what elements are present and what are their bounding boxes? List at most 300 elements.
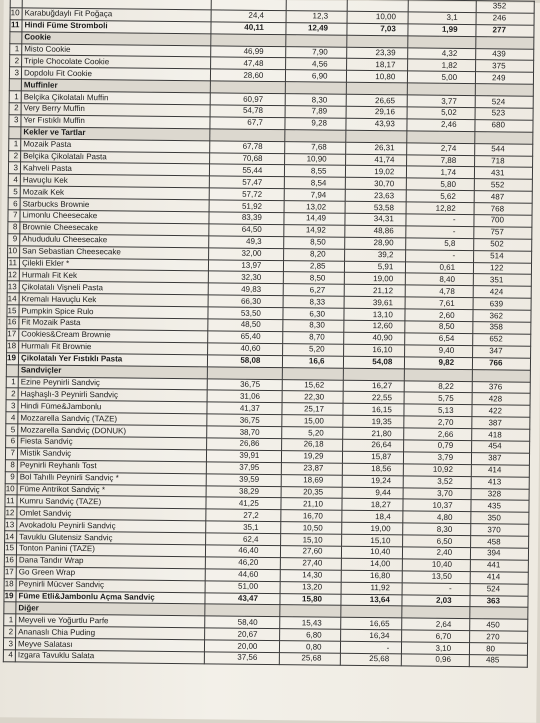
value-col-5: 363 [470,595,528,607]
item-name: Kremalı Havuçlu Kek [19,293,208,307]
value-col-3: 7,03 [346,23,408,36]
value-col-5: 347 [473,345,531,357]
item-name: Ahududulu Cheesecake [20,234,209,248]
value-col-1: 54,78 [210,105,286,118]
value-col-5: 375 [476,60,534,72]
item-name: Fiesta Sandviç [18,436,207,450]
item-name: Füme Etli&Jambonlu Açma Sandviç [16,590,205,604]
row-number: 7 [5,448,17,460]
value-col-5: 502 [474,238,532,250]
value-col-2: 25,68 [280,653,340,666]
value-col-2: 4,56 [286,58,346,71]
value-col-5: 246 [476,13,534,25]
value-col-2: 15,43 [280,617,340,630]
section-cell [210,129,286,142]
value-col-1: 47,48 [210,57,286,70]
row-number: 4 [3,650,15,662]
value-col-4: 2,03 [402,594,470,607]
value-col-4: 9,82 [405,357,473,370]
value-col-4: 2,64 [402,618,470,631]
value-col-5: 639 [473,298,531,310]
row-number: 2 [9,150,21,162]
value-col-3: 34,31 [344,213,406,226]
row-number: 6 [6,436,18,448]
row-number: 16 [7,317,19,329]
value-col-3: 9,44 [342,487,404,500]
value-col-1: 64,50 [209,224,285,237]
value-col-1: 38,29 [206,485,282,498]
row-number: 11 [5,495,17,507]
section-cell [475,131,533,143]
value-col-5: 514 [474,250,532,262]
value-col-1: 58,40 [205,616,281,629]
item-name: Hurmalı Fit Kek [19,269,208,283]
value-col-1: 46,99 [210,45,286,58]
value-col-1: 38,70 [206,426,282,439]
value-col-1: 48,50 [208,319,284,332]
value-col-1: 46,40 [205,545,281,558]
section-cell [207,366,283,379]
value-col-5: 523 [475,108,533,120]
section-cell [408,83,476,96]
value-col-3: 5,91 [344,261,406,274]
value-col-2: 6,27 [284,284,344,297]
value-col-3: 26,65 [346,94,408,107]
item-name: San Sebastian Cheesecake [20,246,209,260]
value-col-4: 0,96 [402,654,470,667]
item-name: Avokadolu Peynirli Sandviç [17,519,206,533]
value-col-4: 8,40 [406,273,474,286]
row-number: 2 [9,103,21,115]
value-col-3: 16,27 [343,380,405,393]
value-col-1: 13,97 [208,259,284,272]
value-col-3: 12,60 [343,320,405,333]
value-col-4: - [406,226,474,239]
value-col-3: 23,39 [346,47,408,60]
value-col-2: 8,50 [284,236,344,249]
section-cell [286,82,346,95]
value-col-4: 3,1 [408,12,476,25]
value-col-4: 1,82 [408,59,476,72]
value-col-2: 9,28 [285,118,345,131]
value-col-3: 53,58 [345,201,407,214]
value-col-1: 58,08 [207,355,283,368]
value-col-3: 16,34 [340,629,402,642]
value-col-4: 1,99 [408,24,476,37]
value-col-4: 3,10 [402,642,470,655]
value-col-3: 39,2 [344,249,406,262]
value-col-1: 39,91 [206,450,282,463]
value-col-2: 12,3 [286,11,346,24]
value-col-3: 39,61 [344,297,406,310]
value-col-2: 20,35 [281,486,341,499]
value-col-1: 40,60 [207,343,283,356]
value-col-5: 370 [471,524,529,536]
row-number: 12 [7,269,19,281]
value-col-1: 57,47 [209,176,285,189]
value-col-5: 122 [474,262,532,274]
value-col-4: 5,13 [404,404,472,417]
row-number: 3 [8,162,20,174]
section-title: Cookie [22,32,211,46]
value-col-1: 24,4 [211,10,287,23]
row-number: 17 [4,566,16,578]
value-col-4: 3,77 [407,95,475,108]
value-col-4: 2,66 [404,428,472,441]
item-name: Hurmalı Fit Brownie [19,341,208,355]
value-col-5: 757 [474,227,532,239]
value-col-4: 2,60 [405,309,473,322]
section-cell [345,130,407,143]
item-name: Mozaik Kek [20,186,209,200]
row-number: 11 [10,20,22,32]
item-name: Meyve Salatası [15,638,204,652]
row-number: 3 [9,115,21,127]
value-col-3: 18,56 [342,463,404,476]
row-number: 14 [7,293,19,305]
value-col-2: 8,54 [285,177,345,190]
value-col-1: 44,60 [205,569,281,582]
section-cell [402,606,470,619]
value-col-3: 25,68 [340,653,402,666]
value-col-1: 36,75 [207,378,283,391]
value-col-3: 16,80 [341,570,403,583]
value-col-5: 249 [476,72,534,84]
value-col-1: 66,30 [208,295,284,308]
item-name: Karabuğdaylı Fit Poğaça [22,8,211,22]
value-col-2: 16,6 [283,355,343,368]
value-col-3: 19,02 [345,166,407,179]
value-col-3: 29,16 [346,106,408,119]
value-col-2: 23,87 [282,462,342,475]
value-col-2: 21,10 [281,498,341,511]
section-cell [346,83,408,96]
value-col-5: 454 [472,441,530,453]
row-number: 13 [7,281,19,293]
value-col-4: 7,88 [407,155,475,168]
row-number: 6 [8,198,20,210]
value-col-2: 22,30 [282,391,342,404]
value-col-5: 700 [474,215,532,227]
value-col-2: 13,20 [280,581,340,594]
row-number: 8 [5,459,17,471]
value-col-1: 53,50 [208,307,284,320]
value-col-3: 15,10 [341,534,403,547]
value-col-2: 19,29 [282,450,342,463]
item-name: Limonlu Cheesecake [20,210,209,224]
value-col-1: 65,40 [207,331,283,344]
row-number: 15 [4,543,16,555]
section-title: Sandviçler [18,364,207,378]
section-cell [472,369,530,381]
item-name: Peynirli Reyhanlı Tost [17,460,206,474]
item-name: Tavuklu Glutensiz Sandviç [17,531,206,545]
value-col-5: 422 [472,405,530,417]
row-number: 5 [6,424,18,436]
value-col-2: 10,90 [285,153,345,166]
value-col-4: 13,50 [403,571,471,584]
value-col-5: 277 [476,24,534,36]
row-number: 19 [4,590,16,602]
row-number: 18 [4,578,16,590]
value-col-3: 21,80 [342,427,404,440]
value-col-5: 680 [475,120,533,132]
value-col-3: 18,17 [346,59,408,72]
row-number: 14 [5,531,17,543]
row-number: 1 [6,376,18,388]
item-name: Dopdolu Fit Cookie [21,67,210,81]
section-cell [280,605,340,618]
value-col-1: 39,59 [206,473,282,486]
value-col-2: 25,17 [282,403,342,416]
value-col-4: 4,78 [405,285,473,298]
value-col-3: 10,80 [346,71,408,84]
row-number: 17 [7,329,19,341]
item-name: Mozzarella Sandviç (TAZE) [18,412,207,426]
item-name: Çikolatalı Vişneli Pasta [19,281,208,295]
value-col-3: 18,27 [341,499,403,512]
value-col-1: 26,86 [206,438,282,451]
item-name: Misto Cookie [22,43,211,57]
value-col-3: 41,74 [345,154,407,167]
value-col-3 [347,0,409,12]
item-name: Peynirli Mücver Sandviç [16,578,205,592]
value-col-2: 14,92 [284,225,344,238]
value-col-4: 8,22 [404,380,472,393]
value-col-5: 418 [472,429,530,441]
value-col-2: 8,70 [283,332,343,345]
item-name: Tonton Panini (TAZE) [16,543,205,557]
row-number: 19 [6,352,18,364]
value-col-5: 441 [470,559,528,571]
value-col-3: 26,31 [345,142,407,155]
value-col-3: 11,92 [341,582,403,595]
row-number: 2 [4,626,16,638]
value-col-1: 57,72 [209,188,285,201]
section-cell [340,606,402,619]
row-number: 13 [5,519,17,531]
row-number: 3 [9,67,21,79]
value-col-2: 16,70 [281,510,341,523]
value-col-5: 524 [475,96,533,108]
value-col-4: - [406,214,474,227]
value-col-3: 40,90 [343,332,405,345]
value-col-1: 41,37 [207,402,283,415]
section-cell [405,369,473,382]
value-col-3: 21,12 [344,285,406,298]
value-col-4 [408,0,476,13]
value-col-1: 62,4 [205,533,281,546]
value-col-1: 51,00 [205,580,281,593]
section-cell [475,84,533,96]
value-col-2: 5,20 [283,343,343,356]
value-col-4: 0,61 [406,262,474,275]
row-number: 15 [7,305,19,317]
value-col-2: 6,30 [283,308,343,321]
value-col-5: 766 [473,357,531,369]
value-col-3: 18,4 [341,511,403,524]
item-name: Hindi Füme Stromboli [22,20,211,34]
section-title: Diğer [16,602,205,616]
value-col-1: 49,83 [208,283,284,296]
value-col-4: 5,75 [404,392,472,405]
value-col-5: 435 [471,500,529,512]
value-col-3: 26,64 [342,439,404,452]
value-col-4: 1,74 [407,166,475,179]
value-col-5: 485 [469,655,527,667]
value-col-4: 3,52 [404,476,472,489]
value-col-1: 32,30 [208,271,284,284]
value-col-1: 20,67 [204,628,280,641]
row-number: 16 [4,555,16,567]
value-col-1: 67,7 [210,117,286,130]
value-col-5: 376 [472,381,530,393]
value-col-4: 7,61 [405,297,473,310]
row-number: 18 [7,341,19,353]
value-col-4: 8,50 [405,321,473,334]
item-name: Hindi Füme&Jambonlu [18,400,207,414]
section-cell [205,604,281,617]
section-title: Muffinler [21,79,210,93]
value-col-4: 6,70 [402,630,470,643]
value-col-3: 10,40 [341,546,403,559]
item-name: Cookies&Cream Brownie [19,329,208,343]
value-col-3: 30,70 [345,178,407,191]
item-name: Füme Antrikot Sandviç * [17,483,206,497]
item-name: Haşhaşlı-3 Peynirli Sandviç [18,388,207,402]
value-col-5: 431 [475,167,533,179]
value-col-2: 15,10 [281,534,341,547]
value-col-1: 49,3 [208,236,284,249]
value-col-3: 13,10 [343,308,405,321]
value-col-5: 552 [474,179,532,191]
value-col-1: 32,00 [208,248,284,261]
value-col-2: 10,50 [281,522,341,535]
value-col-5: 350 [471,512,529,524]
value-col-5: 387 [472,417,530,429]
value-col-5: 458 [471,536,529,548]
value-col-4: 5,80 [407,178,475,191]
value-col-4: 3,70 [403,487,471,500]
row-number: 1 [4,614,16,626]
value-col-2: 2,85 [284,260,344,273]
item-name: Kahveli Pasta [20,162,209,176]
value-col-3: 48,86 [344,225,406,238]
value-col-1: 46,20 [205,557,281,570]
item-name: Ananaslı Chia Puding [16,626,205,640]
value-col-5: 414 [471,464,529,476]
item-name: Kumru Sandviç (TAZE) [17,495,206,509]
value-col-2: 18,69 [282,474,342,487]
row-number: 12 [5,507,17,519]
row-number: 3 [3,638,15,650]
item-name: Meyveli ve Yoğurtlu Parfe [16,614,205,628]
nutrition-table-body [3,0,534,667]
value-col-5: 387 [472,452,530,464]
value-col-5: 328 [471,488,529,500]
section-cell [210,81,286,94]
value-col-3: 15,87 [342,451,404,464]
value-col-4: 4,32 [408,47,476,60]
value-col-5: 270 [470,631,528,643]
value-col-2: 15,62 [283,379,343,392]
value-col-3: 16,10 [343,344,405,357]
item-name: Omlet Sandviç [17,507,206,521]
section-cell [343,368,405,381]
value-col-2: 8,30 [286,94,346,107]
value-col-3: - [340,641,402,654]
item-name: Havuçlu Kek [20,174,209,188]
value-col-2: 0,80 [280,641,340,654]
item-name: Bol Tahıllı Peynirli Sandviç * [17,471,206,485]
value-col-3: 19,00 [344,273,406,286]
value-col-2: 13,02 [284,201,344,214]
value-col-3: 16,15 [342,404,404,417]
value-col-1: 60,97 [210,93,286,106]
value-col-5: 487 [474,191,532,203]
row-number: 3 [6,400,18,412]
value-col-4: 5,00 [408,71,476,84]
value-col-4: 12,82 [406,202,474,215]
item-name: Dana Tandır Wrap [16,555,205,569]
row-number: 5 [8,186,20,198]
section-cell [408,36,476,49]
value-col-1: 36,75 [207,414,283,427]
row-number: 10 [5,483,17,495]
value-col-2: 27,60 [281,546,341,559]
section-spacer [9,127,21,139]
row-number: 1 [9,91,21,103]
value-col-1: 51,92 [209,200,285,213]
value-col-1: 35,1 [205,521,281,534]
row-number: 9 [8,234,20,246]
value-col-2: 8,50 [284,272,344,285]
section-cell [470,607,528,619]
value-col-4: 10,37 [403,499,471,512]
value-col-2: 15,00 [282,415,342,428]
item-name: Go Green Wrap [16,567,205,581]
value-col-2: 27,40 [281,557,341,570]
row-number: 10 [10,8,22,20]
section-spacer [4,602,16,614]
value-col-2: 7,94 [285,189,345,202]
row-number: 2 [6,388,18,400]
value-col-3: 43,93 [345,118,407,131]
value-col-4: 10,92 [404,464,472,477]
value-col-2 [287,0,347,11]
value-col-5: 718 [475,155,533,167]
value-col-1: 37,56 [204,652,280,665]
value-col-4: 4,80 [403,511,471,524]
item-name: Mistik Sandviç [17,448,206,462]
value-col-5: 450 [470,619,528,631]
value-col-1: 20,00 [204,640,280,653]
value-col-1: 40,11 [211,22,287,35]
row-number: 10 [8,245,20,257]
value-col-5: 424 [473,286,531,298]
row-number: 7 [8,210,20,222]
value-col-1: 70,68 [209,152,285,165]
value-col-5: 80 [470,643,528,655]
item-name: Brownie Cheesecake [20,222,209,236]
section-cell [407,131,475,144]
value-col-4: 9,40 [405,345,473,358]
section-spacer [6,364,18,376]
item-name: Mozaik Pasta [21,139,210,153]
row-number [10,0,22,8]
value-col-1: 31,06 [207,390,283,403]
value-col-4: 6,50 [403,535,471,548]
